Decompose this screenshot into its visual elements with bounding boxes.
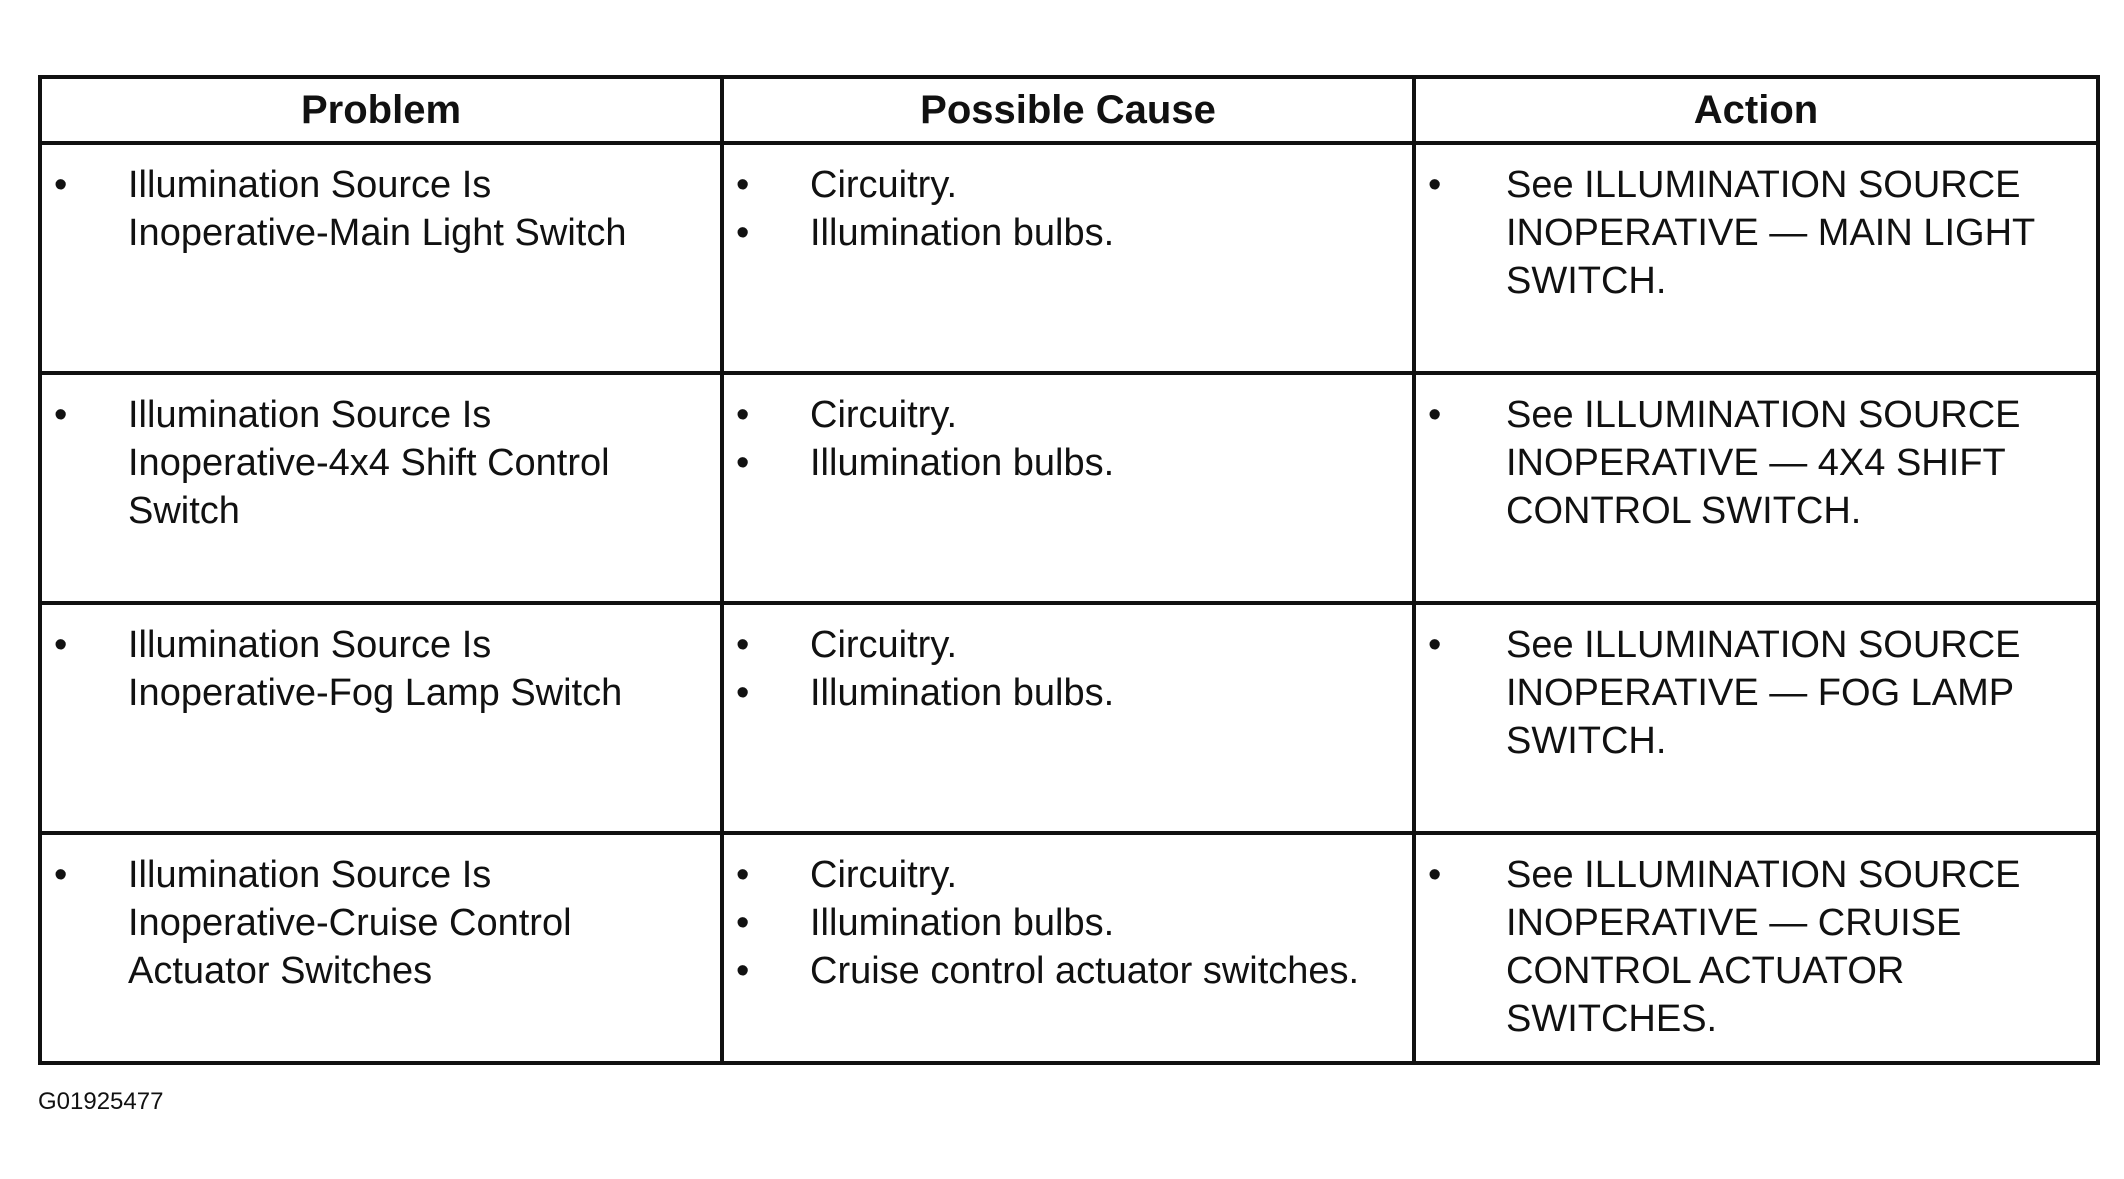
cause-cell — [722, 603, 1414, 833]
cause-cell-list — [724, 375, 1412, 487]
cause-item-text: Illumination bulbs. — [810, 902, 1115, 944]
diagnosis-table — [38, 75, 2100, 1065]
action-cell — [1414, 833, 2098, 1063]
cause-item-text: Circuitry. — [810, 394, 958, 436]
action-cell-list — [1416, 145, 2096, 305]
cause-item-text: Illumination bulbs. — [810, 442, 1115, 484]
cause-item — [724, 621, 1392, 669]
table-row — [40, 603, 2098, 833]
problem-cell-list — [42, 145, 720, 257]
cause-item — [724, 947, 1392, 995]
bullet-icon: • — [736, 950, 750, 992]
cause-cell-list — [724, 605, 1412, 717]
table-body — [40, 143, 2098, 1063]
cause-item — [724, 851, 1392, 899]
bullet-icon: • — [54, 624, 68, 666]
bullet-icon: • — [1428, 624, 1442, 666]
table-row — [40, 833, 2098, 1063]
action-item-text: See ILLUMINATION SOURCE INOPERATIVE — 4X4 SHIFT CONTROL SWITCH. — [1506, 394, 2021, 532]
bullet-icon: • — [1428, 164, 1442, 206]
action-item — [1416, 851, 2076, 1043]
cause-cell-list — [724, 145, 1412, 257]
problem-item-text: Illumination Source Is Inoperative-4x4 Shift Control Switch — [128, 394, 610, 532]
bullet-icon: • — [736, 212, 750, 254]
action-item-text: See ILLUMINATION SOURCE INOPERATIVE — FOG LAMP SWITCH. — [1506, 624, 2021, 762]
bullet-icon: • — [736, 902, 750, 944]
problem-item-text: Illumination Source Is Inoperative-Fog Lamp Switch — [128, 624, 623, 714]
problem-cell-list — [42, 375, 720, 535]
bullet-icon: • — [736, 394, 750, 436]
problem-cell-list — [42, 835, 720, 995]
cause-item-text: Cruise control actuator switches. — [810, 950, 1360, 992]
bullet-icon: • — [54, 394, 68, 436]
header-possible-cause: Possible Cause — [722, 77, 1414, 143]
header-action: Action — [1414, 77, 2098, 143]
problem-cell-list — [42, 605, 720, 717]
header-problem: Problem — [40, 77, 722, 143]
bullet-icon: • — [54, 854, 68, 896]
action-cell — [1414, 143, 2098, 373]
bullet-icon: • — [736, 672, 750, 714]
cause-item — [724, 669, 1392, 717]
bullet-icon: • — [1428, 394, 1442, 436]
problem-cell — [40, 373, 722, 603]
bullet-icon: • — [736, 854, 750, 896]
action-cell — [1414, 603, 2098, 833]
bullet-icon: • — [54, 164, 68, 206]
problem-item-text: Illumination Source Is Inoperative-Cruise Control Actuator Switches — [128, 854, 572, 992]
cause-item — [724, 439, 1392, 487]
cause-item-text: Circuitry. — [810, 164, 958, 206]
action-item-text: See ILLUMINATION SOURCE INOPERATIVE — CRUISE CONTROL ACTUATOR SWITCHES. — [1506, 854, 2021, 1040]
table-row — [40, 143, 2098, 373]
bullet-icon: • — [736, 624, 750, 666]
action-item — [1416, 161, 2076, 305]
cause-item-text: Illumination bulbs. — [810, 672, 1115, 714]
cause-item-text: Circuitry. — [810, 624, 958, 666]
problem-item — [42, 391, 700, 535]
action-item — [1416, 391, 2076, 535]
action-cell — [1414, 373, 2098, 603]
cause-cell — [722, 143, 1414, 373]
cause-cell-list — [724, 835, 1412, 995]
problem-item — [42, 851, 700, 995]
cause-item — [724, 209, 1392, 257]
cause-cell — [722, 373, 1414, 603]
bullet-icon: • — [736, 164, 750, 206]
cause-item-text: Illumination bulbs. — [810, 212, 1115, 254]
action-cell-list — [1416, 605, 2096, 765]
problem-item-text: Illumination Source Is Inoperative-Main Light Switch — [128, 164, 627, 254]
problem-cell — [40, 833, 722, 1063]
cause-item — [724, 899, 1392, 947]
problem-item — [42, 621, 700, 717]
bullet-icon: • — [1428, 854, 1442, 896]
problem-cell — [40, 143, 722, 373]
problem-item — [42, 161, 700, 257]
cause-item — [724, 391, 1392, 439]
problem-cell — [40, 603, 722, 833]
action-cell-list — [1416, 375, 2096, 535]
action-item-text: See ILLUMINATION SOURCE INOPERATIVE — MAIN LIGHT SWITCH. — [1506, 164, 2035, 302]
cause-item — [724, 161, 1392, 209]
cause-item-text: Circuitry. — [810, 854, 958, 896]
header-row — [40, 77, 2098, 143]
action-item — [1416, 621, 2076, 765]
table-row — [40, 373, 2098, 603]
cause-cell — [722, 833, 1414, 1063]
action-cell-list — [1416, 835, 2096, 1043]
bullet-icon: • — [736, 442, 750, 484]
figure-id: G01925477 — [38, 1088, 164, 1115]
